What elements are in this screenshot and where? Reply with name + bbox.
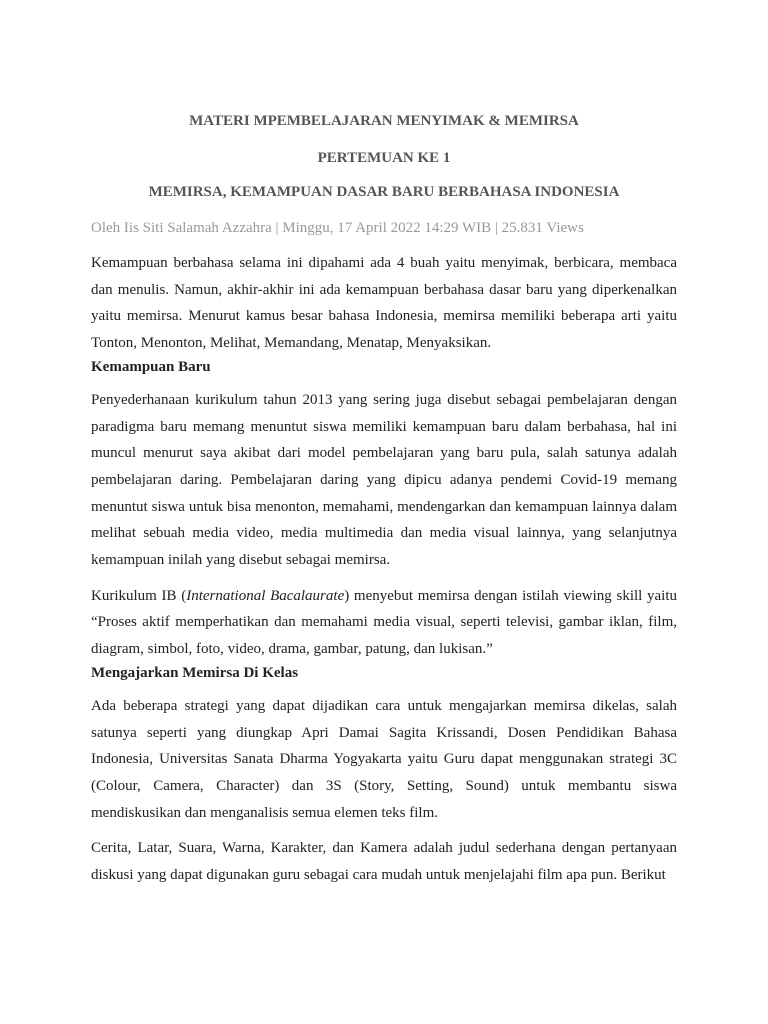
paragraph-cerita-latar: Cerita, Latar, Suara, Warna, Karakter, dan Kamera adalah judul sederhana dengan pertanyaan diskusi yang dapat digunakan guru sebagai cara mudah untuk menjelajahi film apa pun. Berikut	[91, 840, 677, 884]
document-title: MATERI MPEMBELAJARAN MENYIMAK & MEMIRSA	[189, 113, 579, 129]
paragraph-ib-text-b: ) menyebut memirsa dengan istilah viewing skill yaitu “Proses aktif memperhatikan dan memahami media visual, seperti televisi, gambar iklan, film, diagram, simbol, foto, video, drama, gambar, patung, dan lukisan.”	[91, 587, 678, 658]
document-subtitle-meeting: PERTEMUAN KE 1	[317, 150, 451, 166]
paragraph-ib-italic-term: International Bacalaurate	[186, 587, 345, 604]
paragraph-ib-text-a: Kurikulum IB (	[91, 587, 187, 604]
paragraph-kurikulum: Penyederhanaan kurikulum tahun 2013 yang sering juga disebut sebagai pembelajaran dengan paradigma baru memang menuntut siswa memiliki kemampuan baru dalam berbahasa, hal ini muncul menurut saya akibat dari model pembelajaran yang baru pula, salah satunya adalah pembelajaran daring. Pembelajaran daring yang dipicu adanya pendemi Covid-19 memang menuntut siswa untuk bisa menonton, memahami, mendengarkan dan kemampuan lainnya dalam melihat sebuah media video, media multimedia dan media visual lainnya, yang selanjutnya kemampuan inilah yang disebut sebagai memirsa.	[91, 391, 677, 569]
section-heading-kemampuan-baru: Kemampuan Baru	[91, 358, 211, 375]
paragraph-intro: Kemampuan berbahasa selama ini dipahami ada 4 buah yaitu menyimak, berbicara, membaca dan menulis. Namun, akhir-akhir ini ada kemampuan berbahasa dasar baru yang diperkenalkan yaitu memirsa. Menurut kamus besar bahasa Indonesia, memirsa memiliki beberapa arti yaitu Tonton, Menonton, Melihat, Memandang, Menatap, Menyaksikan.	[91, 255, 677, 352]
section-heading-mengajarkan-memirsa: Mengajarkan Memirsa Di Kelas	[91, 664, 299, 681]
document-page	[91, 105, 677, 889]
paragraph-strategi: Ada beberapa strategi yang dapat dijadikan cara untuk mengajarkan memirsa dikelas, salah satunya seperti yang diungkap Apri Damai Sagita Krissandi, Dosen Pendidikan Bahasa Indonesia, Universitas Sanata Dharma Yogyakarta yaitu Guru dapat menggunakan strategi 3C (Colour, Camera, Character) dan 3S (Story, Setting, Sound) untuk membantu siswa mendiskusikan dan menganalisis semua elemen teks film.	[91, 697, 677, 821]
paragraph-kurikulum-ib	[91, 583, 677, 663]
article-byline: Oleh Iis Siti Salamah Azzahra | Minggu, 17 April 2022 14:29 WIB | 25.831 Views	[91, 220, 584, 236]
article-title: MEMIRSA, KEMAMPUAN DASAR BARU BERBAHASA INDONESIA	[148, 184, 620, 200]
